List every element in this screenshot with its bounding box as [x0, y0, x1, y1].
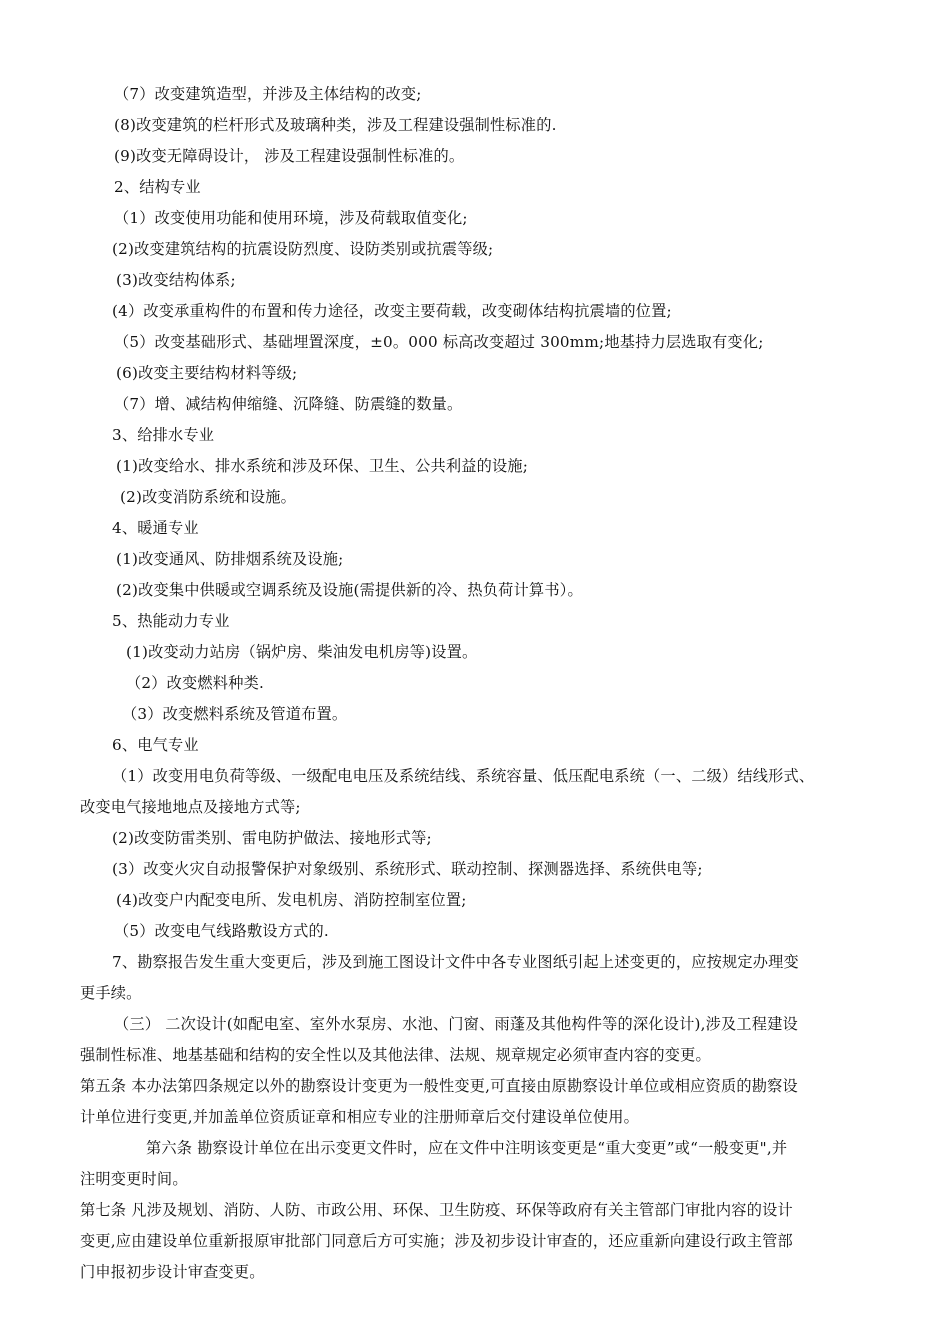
- text-line: 改变电气接地地点及接地方式等;: [80, 798, 301, 816]
- text-line: 更手续。: [80, 984, 142, 1002]
- text-line: (1)改变通风、防排烟系统及设施;: [116, 550, 344, 568]
- text-line: (3)改变结构体系;: [116, 271, 236, 289]
- section-heading: 4、暖通专业: [112, 519, 199, 537]
- text-line: （7）改变建筑造型，并涉及主体结构的改变;: [114, 85, 422, 103]
- text-line: （5）改变电气线路敷设方式的.: [114, 922, 329, 940]
- text-line: (4）改变承重构件的布置和传力途径，改变主要荷载，改变砌体结构抗震墙的位置;: [112, 302, 672, 320]
- text-line: （三） 二次设计(如配电室、室外水泵房、水池、门窗、雨蓬及其他构件等的深化设计),涉及工程建设: [114, 1015, 798, 1033]
- article-line: 第五条 本办法第四条规定以外的勘察设计变更为一般性变更,可直接由原勘察设计单位或相应资质的勘察设: [80, 1077, 798, 1095]
- text-line: (2)改变防雷类别、雷电防护做法、接地形式等;: [112, 829, 432, 847]
- text-line: 注明变更时间。: [80, 1170, 188, 1188]
- text-line: (4)改变户内配变电所、发电机房、消防控制室位置;: [116, 891, 467, 909]
- text-line: (2)改变建筑结构的抗震设防烈度、设防类别或抗震等级;: [112, 240, 494, 258]
- text-line: 强制性标准、地基基础和结构的安全性以及其他法律、法规、规章规定必须审查内容的变更。: [80, 1046, 711, 1064]
- text-line: 变更,应由建设单位重新报原审批部门同意后方可实施；涉及初步设计审查的，还应重新向建设行政主管部: [80, 1232, 793, 1250]
- text-line: (6)改变主要结构材料等级;: [116, 364, 298, 382]
- text-line: (2)改变消防系统和设施。: [120, 488, 296, 506]
- text-line: 计单位进行变更,并加盖单位资质证章和相应专业的注册师章后交付建设单位使用。: [80, 1108, 639, 1126]
- text-line: (1)改变动力站房（锅炉房、柴油发电机房等)设置。: [126, 643, 478, 661]
- section-heading: 2、结构专业: [114, 178, 201, 196]
- text-line: （1）改变使用功能和使用环境，涉及荷载取值变化;: [114, 209, 468, 227]
- text-line: （2）改变燃料种类.: [126, 674, 264, 692]
- text-line: (1)改变给水、排水系统和涉及环保、卫生、公共利益的设施;: [116, 457, 529, 475]
- article-line: 第七条 凡涉及规划、消防、人防、市政公用、环保、卫生防疫、环保等政府有关主管部门审批内容的设计: [80, 1201, 793, 1219]
- text-line: 7、勘察报告发生重大变更后，涉及到施工图设计文件中各专业图纸引起上述变更的，应按规定办理变: [112, 953, 799, 971]
- article-line: 第六条 勘察设计单位在出示变更文件时，应在文件中注明该变更是“重大变更”或“一般变更",并: [146, 1139, 788, 1157]
- text-line: （7）增、减结构伸缩缝、沉降缝、防震缝的数量。: [114, 395, 463, 413]
- text-line: 门申报初步设计审查变更。: [80, 1263, 265, 1281]
- text-line: (8)改变建筑的栏杆形式及玻璃种类，涉及工程建设强制性标准的.: [114, 116, 557, 134]
- text-line: （3）改变燃料系统及管道布置。: [122, 705, 348, 723]
- text-line: （5）改变基础形式、基础埋置深度，±0。000 标高改变超过 300mm;地基持力层选取有变化;: [114, 333, 764, 351]
- section-heading: 5、热能动力专业: [112, 612, 230, 630]
- text-line: （1）改变用电负荷等级、一级配电电压及系统结线、系统容量、低压配电系统（一、二级）结线形式、: [112, 767, 815, 785]
- section-heading: 3、给排水专业: [112, 426, 215, 444]
- section-heading: 6、电气专业: [112, 736, 199, 754]
- text-line: (2)改变集中供暖或空调系统及设施(需提供新的冷、热负荷计算书）。: [116, 581, 583, 599]
- text-line: (9)改变无障碍设计， 涉及工程建设强制性标准的。: [114, 147, 465, 165]
- text-line: (3）改变火灾自动报警保护对象级别、系统形式、联动控制、探测器选择、系统供电等;: [112, 860, 703, 878]
